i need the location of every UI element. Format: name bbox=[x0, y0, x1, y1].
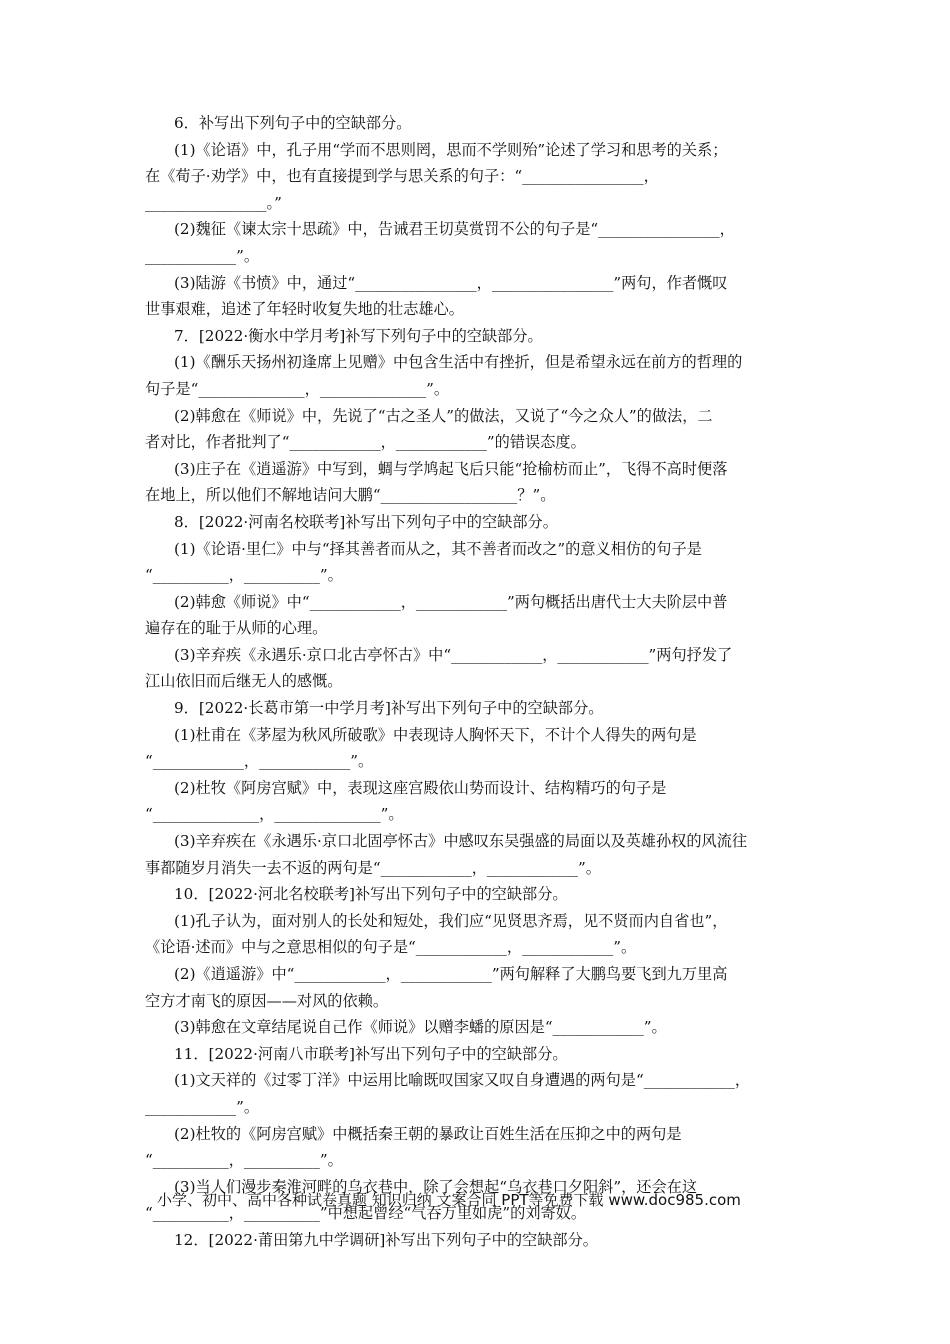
text-line: 9．[2022·长葛市第一中学月考]补写出下列句子中的空缺部分。 bbox=[174, 699, 604, 718]
text-line: 在地上，所以他们不解地诘问大鹏“__________________？”。 bbox=[145, 486, 556, 505]
text-line: “______________，______________”。 bbox=[145, 805, 404, 824]
text-line: (2)韩愈在《师说》中，先说了“古之圣人”的做法，又说了“今之众人”的做法，二 bbox=[174, 406, 713, 425]
text-line: (3)韩愈在文章结尾说自己作《师说》以赠李蟠的原因是“____________”。 bbox=[174, 1018, 667, 1037]
text-line: (3)辛弃疾《永遇乐·京口北古亭怀古》中“____________，____________”两句抒发了 bbox=[174, 645, 733, 664]
text-line: 6．补写出下列句子中的空缺部分。 bbox=[174, 114, 412, 132]
text-line: 8．[2022·河南名校联考]补写出下列句子中的空缺部分。 bbox=[174, 512, 558, 531]
page-footer: 小学、初中、高中各种试卷真题 知识归纳 文案合同 PPT等免费下载 www.doc985.com bbox=[157, 1191, 741, 1209]
text-line: 事都随岁月消失一去不返的两句是“____________，____________”。 bbox=[145, 858, 601, 877]
text-line: 者对比，作者批判了“____________，____________”的错误态度。 bbox=[145, 433, 586, 452]
text-line: 10．[2022·河北名校联考]补写出下列句子中的空缺部分。 bbox=[174, 885, 568, 904]
text-line: ________________。” bbox=[145, 193, 282, 212]
text-line: (1)《论语》中，孔子用“学而不思则罔，思而不学则殆”论述了学习和思考的关系； bbox=[174, 140, 728, 159]
text-line: 江山依旧而后继无人的感慨。 bbox=[145, 672, 343, 691]
text-line: (1)《论语·里仁》中与“择其善者而从之，其不善者而改之”的意义相仿的句子是 bbox=[174, 539, 702, 558]
text-line: 空方才南飞的原因——对风的依赖。 bbox=[145, 991, 388, 1010]
text-line: (3)庄子在《逍遥游》中写到，蜩与学鸠起飞后只能“抢榆枋而止”，飞得不高时便落 bbox=[174, 459, 728, 478]
text-line: (2)杜牧的《阿房宫赋》中概括秦王朝的暴政让百姓生活在压抑之中的两句是 bbox=[174, 1124, 682, 1143]
text-line: (2)魏征《谏太宗十思疏》中，告诫君王切莫赏罚不公的句子是“________________， bbox=[174, 220, 735, 239]
text-line: ____________”。 bbox=[145, 1097, 260, 1116]
text-line: 句子是“______________，______________”。 bbox=[145, 379, 450, 398]
text-line: (2)韩愈《师说》中“____________，____________”两句概括出唐代士大夫阶层中普 bbox=[174, 592, 728, 611]
text-line: ____________”。 bbox=[145, 246, 260, 265]
text-line: (1)孔子认为，面对别人的长处和短处，我们应“见贤思齐焉，见不贤而内自省也”， bbox=[174, 911, 728, 930]
text-line: 在《荀子·劝学》中，也有直接提到学与思关系的句子：“________________， bbox=[145, 167, 659, 186]
text-line: 世事艰难，追述了年轻时收复失地的壮志雄心。 bbox=[145, 300, 464, 319]
text-line: (3)陆游《书愤》中，通过“________________，________________”两句，作者慨叹 bbox=[174, 273, 728, 292]
document-body bbox=[145, 110, 807, 1254]
text-line: 7．[2022·衡水中学月考]补写下列句子中的空缺部分。 bbox=[174, 326, 543, 345]
text-line: 《论语·述而》中与之意思相似的句子是“____________，____________”。 bbox=[145, 938, 637, 957]
text-line: (3)辛弃疾在《永遇乐·京口北固亭怀古》中感叹东吴强盛的局面以及英雄孙权的风流往 bbox=[174, 832, 748, 851]
text-line: “__________，__________”中想起曾经“气吞万里如虎”的刘寄奴。 bbox=[145, 1204, 587, 1223]
text-line: 11．[2022·河南八市联考]补写出下列句子中的空缺部分。 bbox=[174, 1044, 568, 1063]
text-line: (2)《逍遥游》中“____________，____________”两句解释了大鹏鸟要飞到九万里高 bbox=[174, 965, 728, 983]
text-line: (1)文天祥的《过零丁洋》中运用比喻既叹国家又叹自身遭遇的两句是“____________， bbox=[174, 1071, 751, 1090]
text-line: (3)当人们漫步秦淮河畔的乌衣巷中，除了会想起“乌衣巷口夕阳斜”，还会在这 bbox=[174, 1177, 698, 1196]
text-line: “__________，__________”。 bbox=[145, 1151, 343, 1170]
text-line: “____________，____________”。 bbox=[145, 752, 374, 771]
text-line: (2)杜牧《阿房宫赋》中，表现这座宫殿依山势而设计、结构精巧的句子是 bbox=[174, 778, 667, 797]
text-line: 12．[2022·莆田第九中学调研]补写出下列句子中的空缺部分。 bbox=[174, 1230, 598, 1249]
text-line: (1)《酬乐天扬州初逢席上见赠》中包含生活中有挫折，但是希望永远在前方的哲理的 bbox=[174, 353, 743, 372]
text-line: 遍存在的耻于从师的心理。 bbox=[145, 619, 328, 638]
text-line: (1)杜甫在《茅屋为秋风所破歌》中表现诗人胸怀天下，不计个人得失的两句是 bbox=[174, 725, 697, 744]
text-line: “__________，__________”。 bbox=[145, 566, 343, 585]
